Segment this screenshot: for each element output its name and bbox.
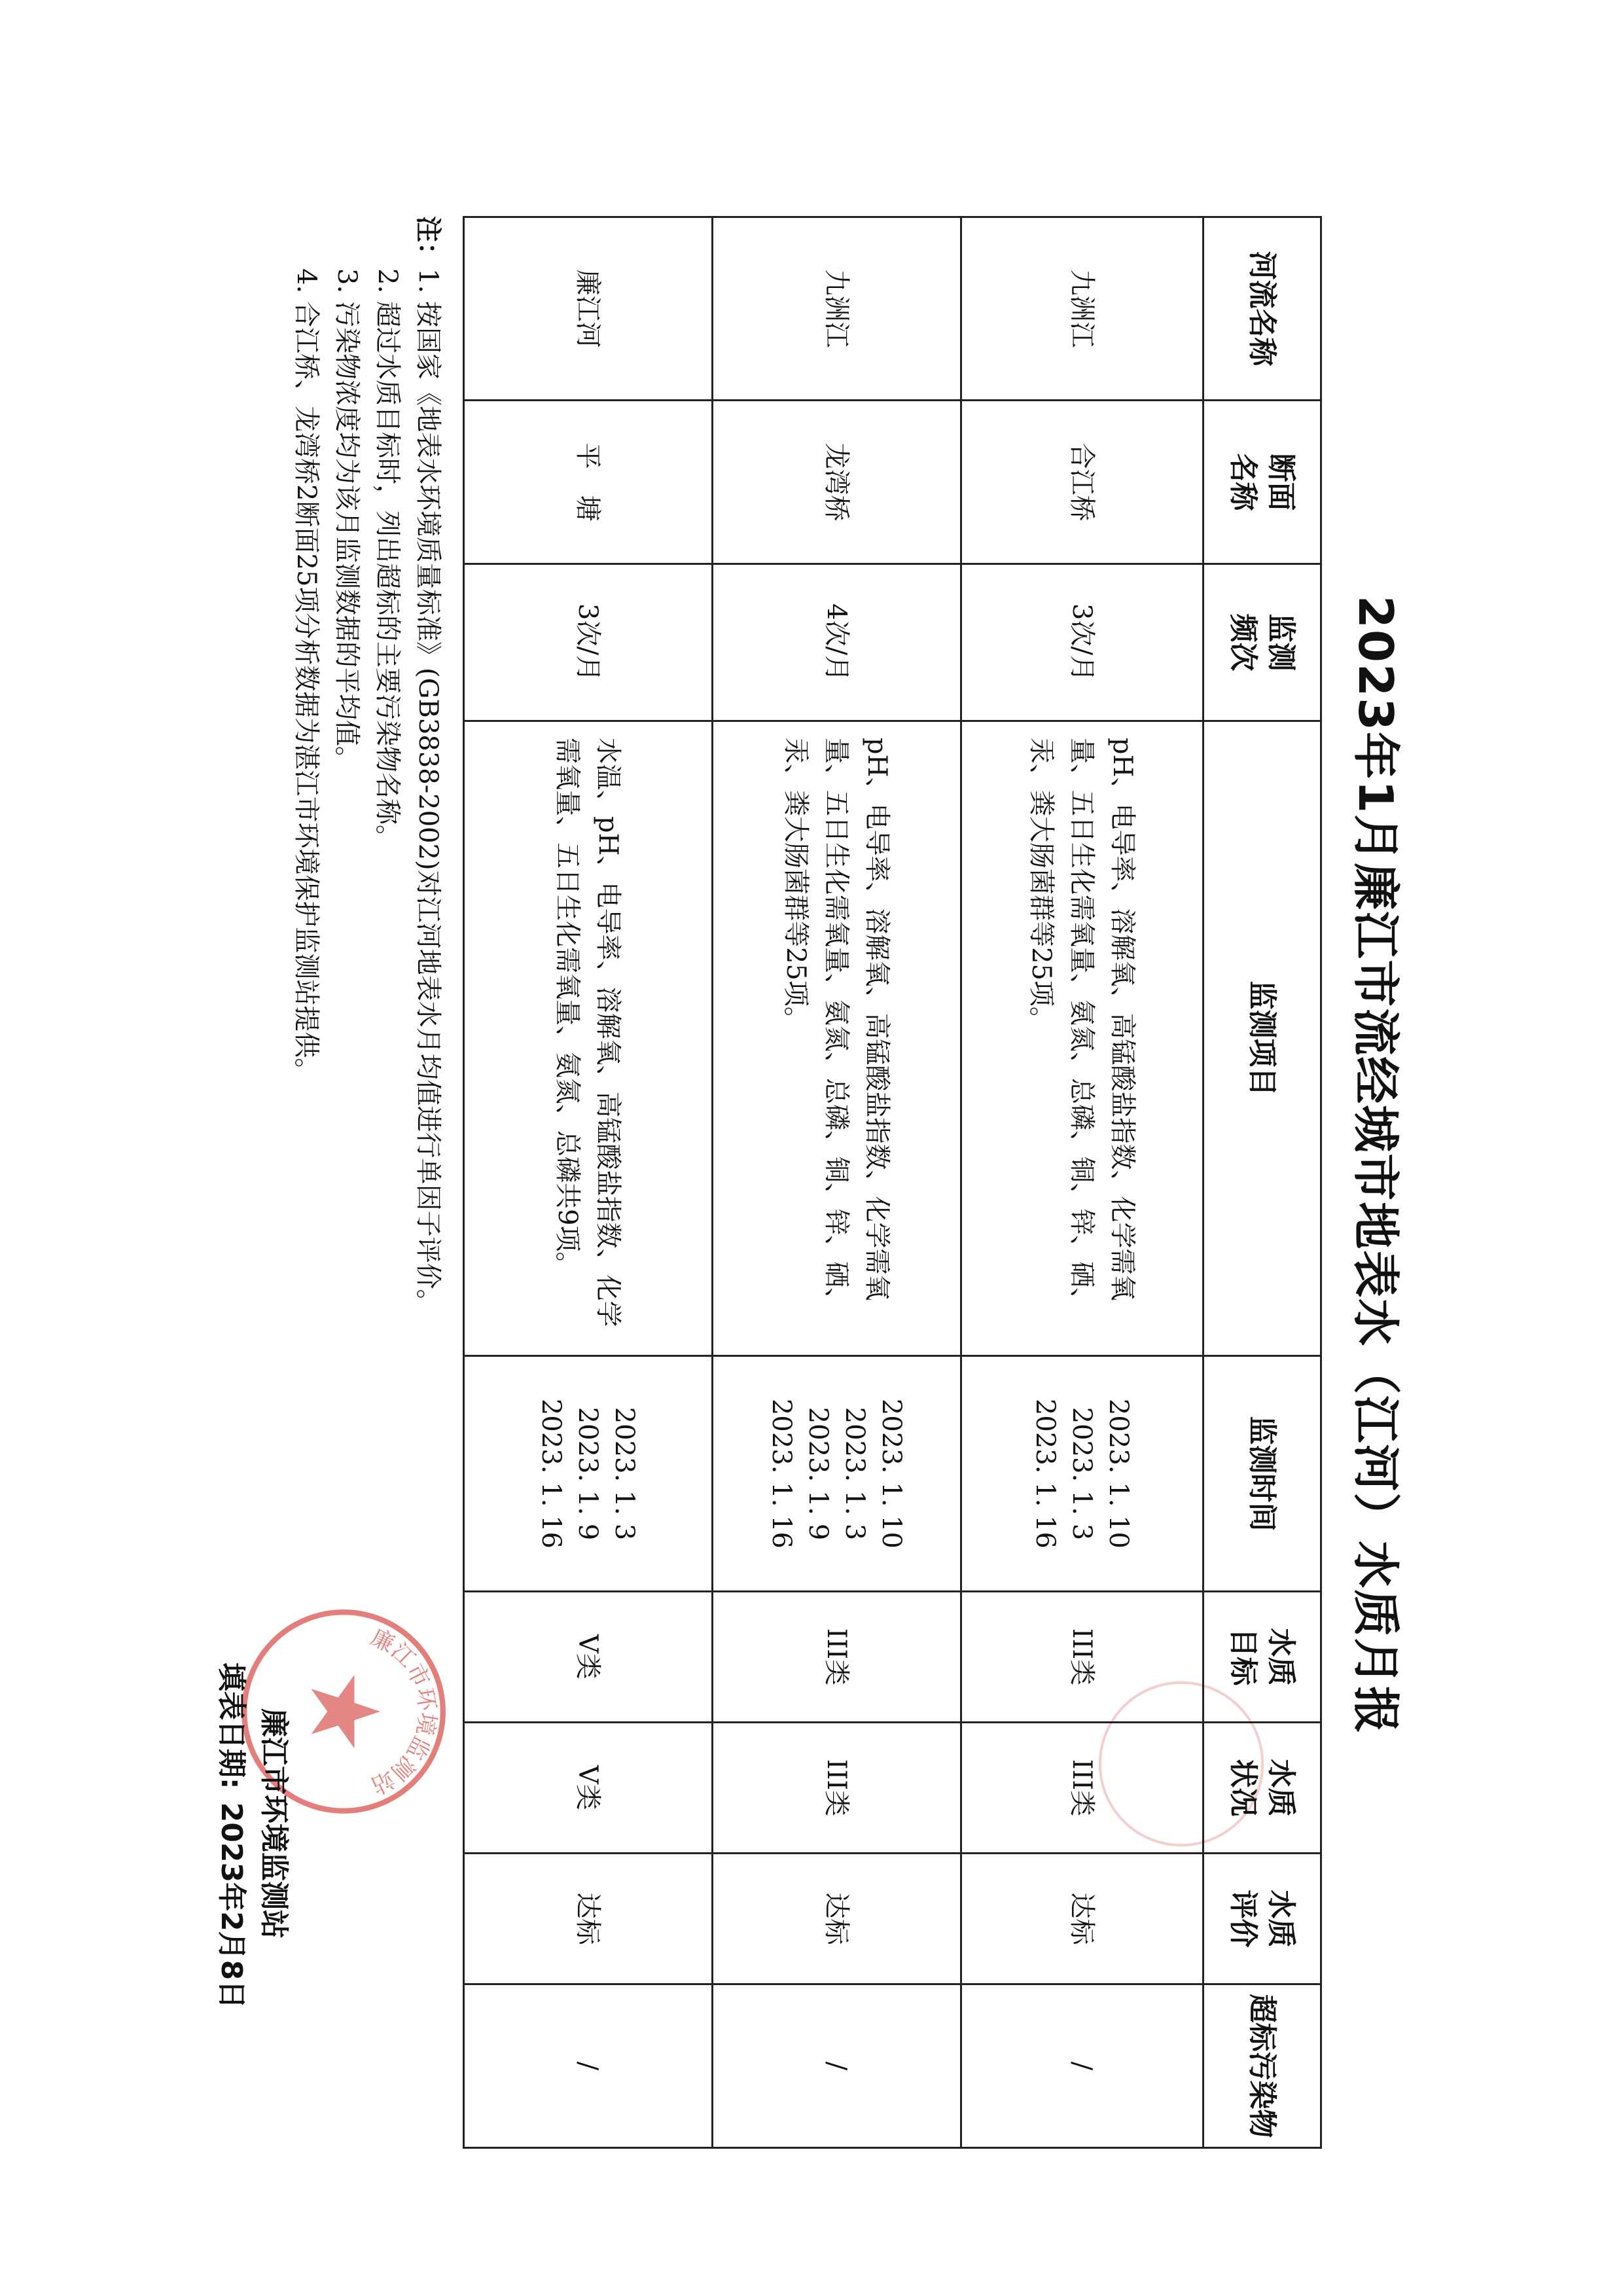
cell-river: 九洲江 bbox=[713, 217, 961, 401]
cell-frequency: 4次/月 bbox=[713, 564, 961, 721]
header-time: 监测时间 bbox=[1204, 1356, 1321, 1592]
note-text: 污染物浓度均为该月监测数据的平均值。 bbox=[332, 301, 362, 772]
cell-dates: 2023. 1. 3 2023. 1. 9 2023. 1. 16 bbox=[464, 1356, 713, 1592]
cell-river: 九洲江 bbox=[961, 217, 1204, 401]
header-section: 断面 名称 bbox=[1204, 401, 1321, 564]
cell-target: III类 bbox=[961, 1592, 1204, 1723]
cell-dates: 2023. 1. 10 2023. 1. 3 2023. 1. 9 2023. 1. 16 bbox=[713, 1356, 961, 1592]
cell-frequency: 3次/月 bbox=[961, 564, 1204, 721]
table-row bbox=[713, 217, 961, 2148]
header-exceed: 超标污染物 bbox=[1204, 1984, 1321, 2148]
cell-status: V类 bbox=[464, 1723, 713, 1854]
cell-frequency: 3次/月 bbox=[464, 564, 713, 721]
header-evaluation: 水质 评价 bbox=[1204, 1854, 1321, 1984]
cell-status: III类 bbox=[713, 1723, 961, 1854]
cell-section: 平 塘 bbox=[464, 401, 713, 564]
note-item: 注： 1. 按国家《地表水环境质量标准》(GB3838-2002)对江河地表水月均值进行单因子评价。 bbox=[408, 216, 448, 2147]
note-text: 按国家《地表水环境质量标准》(GB3838-2002)对江河地表水月均值进行单因子评价。 bbox=[413, 301, 443, 1316]
notes-section bbox=[286, 216, 448, 2147]
cell-evaluation: 达标 bbox=[713, 1854, 961, 1984]
note-text: 超过水质目标时，列出超标的主要污染物名称。 bbox=[372, 301, 402, 851]
header-status: 水质 状况 bbox=[1204, 1723, 1321, 1854]
cell-exceed: / bbox=[961, 1984, 1204, 2148]
cell-items: pH、电导率、溶解氧、高锰酸盐指数、化学需氧量、五日生化需氧量、氨氮、总磷、铜、锌、硒、汞、粪大肠菌群等25项。 bbox=[961, 721, 1204, 1356]
report-date bbox=[213, 1662, 255, 2009]
table-header-row bbox=[1204, 217, 1321, 2148]
cell-section: 合江桥 bbox=[961, 401, 1204, 564]
notes-prefix: 注： bbox=[413, 216, 444, 268]
header-frequency: 监测 频次 bbox=[1204, 564, 1321, 721]
header-river: 河流名称 bbox=[1204, 217, 1321, 401]
table-row bbox=[464, 217, 713, 2148]
cell-items: 水温、pH、电导率、溶解氧、高锰酸盐指数、化学需氧量、五日生化需氧量、氨氮、总磷共9项。 bbox=[464, 721, 713, 1356]
cell-target: III类 bbox=[713, 1592, 961, 1723]
report-title: 2023年1月廉江市流经城市地表水（江河）水质月报 bbox=[1348, 595, 1403, 1735]
table-row bbox=[961, 217, 1204, 2148]
note-item: 4. 合江桥、龙湾桥2断面25项分析数据为湛江市环境保护监测站提供。 bbox=[286, 216, 327, 2147]
cell-dates: 2023. 1. 10 2023. 1. 3 2023. 1. 16 bbox=[961, 1356, 1204, 1592]
cell-exceed: / bbox=[464, 1984, 713, 2148]
water-quality-table bbox=[463, 216, 1322, 2149]
cell-status: III类 bbox=[961, 1723, 1204, 1854]
note-text: 合江桥、龙湾桥2断面25项分析数据为湛江市环境保护监测站提供。 bbox=[291, 301, 321, 1085]
cell-items: pH、电导率、溶解氧、高锰酸盐指数、化学需氧量、五日生化需氧量、氨氮、总磷、铜、锌、硒、汞、粪大肠菌群等25项。 bbox=[713, 721, 961, 1356]
seal-text: 廉江市环境监测站 bbox=[366, 1624, 440, 1799]
cell-river: 廉江河 bbox=[464, 217, 713, 401]
cell-target: V类 bbox=[464, 1592, 713, 1723]
reporting-unit: 廉江市环境监测站 bbox=[257, 1708, 291, 1939]
cell-evaluation: 达标 bbox=[464, 1854, 713, 1984]
report-date-value: 2023年2月8日 bbox=[215, 1802, 248, 2009]
note-item: 3. 污染物浓度均为该月监测数据的平均值。 bbox=[327, 216, 367, 2147]
note-item: 2. 超过水质目标时，列出超标的主要污染物名称。 bbox=[367, 216, 408, 2147]
report-date-label: 填表日期: bbox=[215, 1662, 248, 1789]
cell-evaluation: 达标 bbox=[961, 1854, 1204, 1984]
cell-exceed: / bbox=[713, 1984, 961, 2148]
header-items: 监测项目 bbox=[1204, 721, 1321, 1356]
cell-section: 龙湾桥 bbox=[713, 401, 961, 564]
header-target: 水质 目标 bbox=[1204, 1592, 1321, 1723]
